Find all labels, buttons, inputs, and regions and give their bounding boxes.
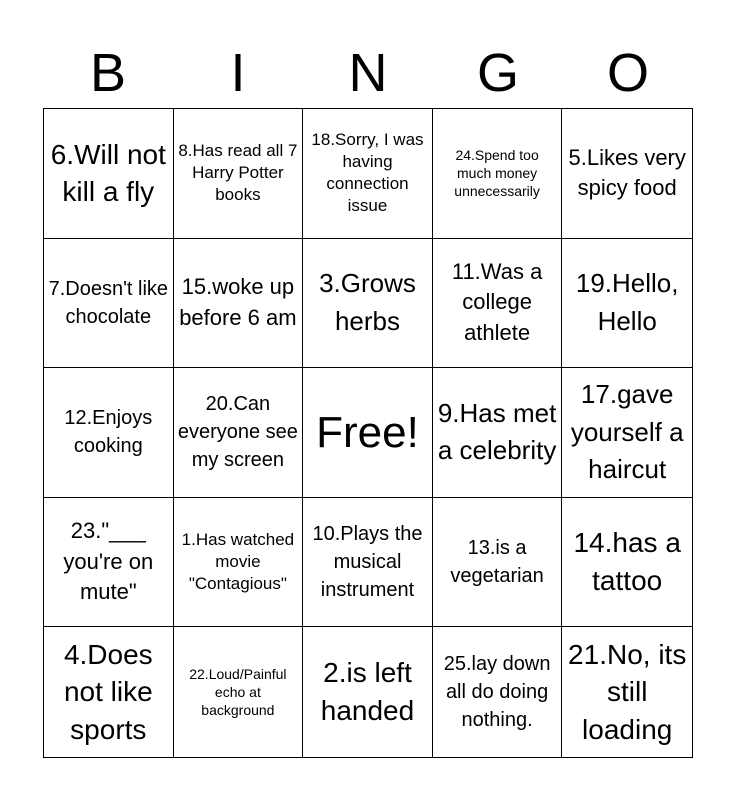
bingo-cell-r1-c4[interactable]: 24.Spend too much money unnecessarily <box>433 109 563 239</box>
bingo-cell-r3-c2[interactable]: 20.Can everyone see my screen <box>174 368 304 498</box>
bingo-cell-r5-c4[interactable]: 25.lay down all do doing nothing. <box>433 627 563 757</box>
free-space-cell[interactable]: Free! <box>303 368 433 498</box>
bingo-cell-r5-c2[interactable]: 22.Loud/Painful echo at background <box>174 627 304 757</box>
bingo-cell-r5-c3[interactable]: 2.is left handed <box>303 627 433 757</box>
bingo-cell-r4-c4[interactable]: 13.is a vegetarian <box>433 498 563 628</box>
bingo-cell-r2-c2[interactable]: 15.woke up before 6 am <box>174 239 304 369</box>
bingo-cell-r5-c1[interactable]: 4.Does not like sports <box>44 627 174 757</box>
bingo-cell-r2-c1[interactable]: 7.Doesn't like chocolate <box>44 239 174 369</box>
bingo-cell-r2-c5[interactable]: 19.Hello, Hello <box>562 239 692 369</box>
header-letter-i: I <box>230 43 246 103</box>
bingo-cell-r2-c4[interactable]: 11.Was a college athlete <box>433 239 563 369</box>
bingo-cell-r4-c2[interactable]: 1.Has watched movie "Contagious" <box>174 498 304 628</box>
bingo-cell-r4-c5[interactable]: 14.has a tattoo <box>562 498 692 628</box>
bingo-cell-r1-c3[interactable]: 18.Sorry, I was having connection issue <box>303 109 433 239</box>
bingo-grid <box>43 108 693 758</box>
header-letter-b: B <box>89 43 127 103</box>
header-letter-n: N <box>348 43 388 103</box>
bingo-cell-r4-c1[interactable]: 23."___ you're on mute" <box>44 498 174 628</box>
bingo-cell-r1-c1[interactable]: 6.Will not kill a fly <box>44 109 174 239</box>
bingo-cell-r1-c5[interactable]: 5.Likes very spicy food <box>562 109 692 239</box>
bingo-header <box>43 38 693 108</box>
bingo-cell-r3-c4[interactable]: 9.Has met a celebrity <box>433 368 563 498</box>
header-letter-g: G <box>476 43 519 103</box>
bingo-cell-r3-c5[interactable]: 17.gave yourself a haircut <box>562 368 692 498</box>
bingo-cell-r3-c1[interactable]: 12.Enjoys cooking <box>44 368 174 498</box>
bingo-cell-r4-c3[interactable]: 10.Plays the musical instrument <box>303 498 433 628</box>
bingo-cell-r1-c2[interactable]: 8.Has read all 7 Harry Potter books <box>174 109 304 239</box>
bingo-cell-r5-c5[interactable]: 21.No, its still loading <box>568 638 687 746</box>
bingo-cell-r2-c3[interactable]: 3.Grows herbs <box>303 239 433 369</box>
header-letter-o: O <box>606 43 649 103</box>
